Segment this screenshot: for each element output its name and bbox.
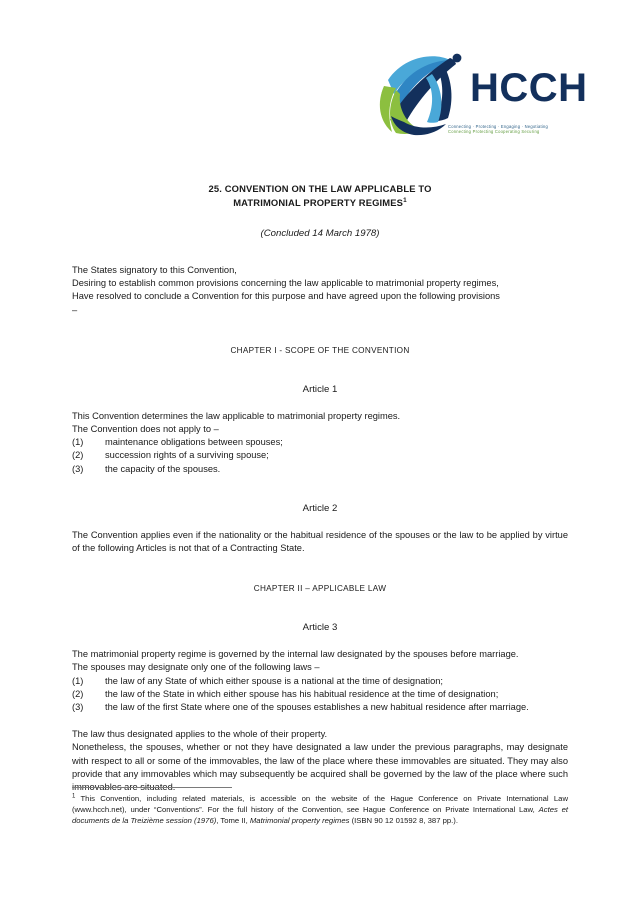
concluded-date: (Concluded 14 March 1978) <box>260 228 380 239</box>
preamble-line-3: Have resolved to conclude a Convention for this purpose and have agreed upon the following provisions <box>72 291 500 302</box>
footnote-italic-1: Actes et documents de la Treizième session (1976) <box>72 805 568 826</box>
preamble-line-1: The States signatory to this Convention, <box>72 265 237 275</box>
footnote-part-2: , Tome II, <box>216 816 250 826</box>
list-item-number: (3) <box>72 702 84 713</box>
list-item <box>72 688 568 701</box>
chapter-2-heading: CHAPTER II – APPLICABLE LAW <box>253 584 387 594</box>
article-2-para-1: The Convention applies even if the nationality or the habitual residence of the spouses or the law to be applied by virtue of the following Articles is not that of a Contracting State. <box>72 529 568 554</box>
preamble-line-2: Desiring to establish common provisions concerning the law applicable to matrimonial property regimes, <box>72 278 499 289</box>
article-3-para-4: Nonetheless, the spouses, whether or not they have designated a law under the previous paragraphs, may designate with respect to all or some of the immovables, the law of the place where these immovables are situated. They may also provide that any immovables which may subsequently be acquired shall be governed by the law of the place where such immovables are situated. <box>72 742 568 793</box>
article-1-para-2: The Convention does not apply to – <box>72 424 219 435</box>
chapter-1-heading: CHAPTER I - SCOPE OF THE CONVENTION <box>230 345 410 355</box>
list-item-text: maintenance obligations between spouses; <box>105 437 283 448</box>
list-item <box>72 449 568 462</box>
list-item-number: (2) <box>72 450 84 461</box>
footnote-separator-rule <box>72 787 232 788</box>
list-item-text: the capacity of the spouses. <box>105 463 221 474</box>
list-item-number: (3) <box>72 463 84 474</box>
list-item-text: the law of any State of which either spouse is a national at the time of designation; <box>105 675 443 686</box>
preamble <box>72 264 568 317</box>
footnote-1 <box>72 793 568 827</box>
hcch-wordmark: HCCH <box>470 66 588 110</box>
list-item <box>72 463 568 476</box>
article-3-list <box>72 675 568 715</box>
article-3-heading: Article 3 <box>302 622 338 634</box>
article-3-para-1: The matrimonial property regime is governed by the internal law designated by the spouses before marriage. <box>72 649 519 660</box>
hcch-tagline-line2: Connecting Protecting Cooperating Securing <box>448 129 540 135</box>
document-title-line1: 25. CONVENTION ON THE LAW APPLICABLE TO <box>208 183 432 194</box>
list-item-text: the law of the State in which either spouse has his habitual residence at the time of designation; <box>105 688 499 699</box>
article-3-para-2: The spouses may designate only one of the following laws – <box>72 662 320 673</box>
list-item-number: (1) <box>72 675 84 686</box>
document-title <box>72 182 568 209</box>
footnote-area <box>72 787 568 827</box>
article-1-list <box>72 436 568 476</box>
footnote-italic-2: Matrimonial property regimes <box>249 816 350 826</box>
title-footnote-marker: 1 <box>403 196 407 204</box>
footnote-part-3: (ISBN 90 12 01592 8, 387 pp.). <box>349 816 458 826</box>
preamble-line-4: – <box>72 304 78 315</box>
document-title-line2 <box>72 196 568 210</box>
list-item-number: (1) <box>72 437 84 448</box>
list-item-text: succession rights of a surviving spouse; <box>105 450 269 461</box>
footnote-part-1: This Convention, including related materials, is accessible on the website of the Hague Conference on Private International Law (www.hcch.net), under “Conventions”. For the full history of the Convention, see Hague Conference on Private International Law, <box>72 794 568 815</box>
hcch-tagline-line1: Connecting · Protecting · Engaging · Negotiating <box>448 124 549 129</box>
article-1-heading: Article 1 <box>302 383 338 395</box>
document-title-line2-text: MATRIMONIAL PROPERTY REGIMES <box>233 196 404 208</box>
article-3-para-3: The law thus designated applies to the whole of their property. <box>72 729 328 740</box>
list-item-number: (2) <box>72 688 84 699</box>
list-item-text: the law of the first State where one of the spouses establishes a new habitual residence after marriage. <box>105 702 529 713</box>
document-body <box>72 0 568 794</box>
article-1-para-1: This Convention determines the law applicable to matrimonial property regimes. <box>72 410 401 421</box>
list-item <box>72 675 568 688</box>
footnote-marker: 1 <box>72 793 76 800</box>
list-item <box>72 436 568 449</box>
list-item <box>72 701 568 714</box>
article-2-heading: Article 2 <box>302 502 338 514</box>
